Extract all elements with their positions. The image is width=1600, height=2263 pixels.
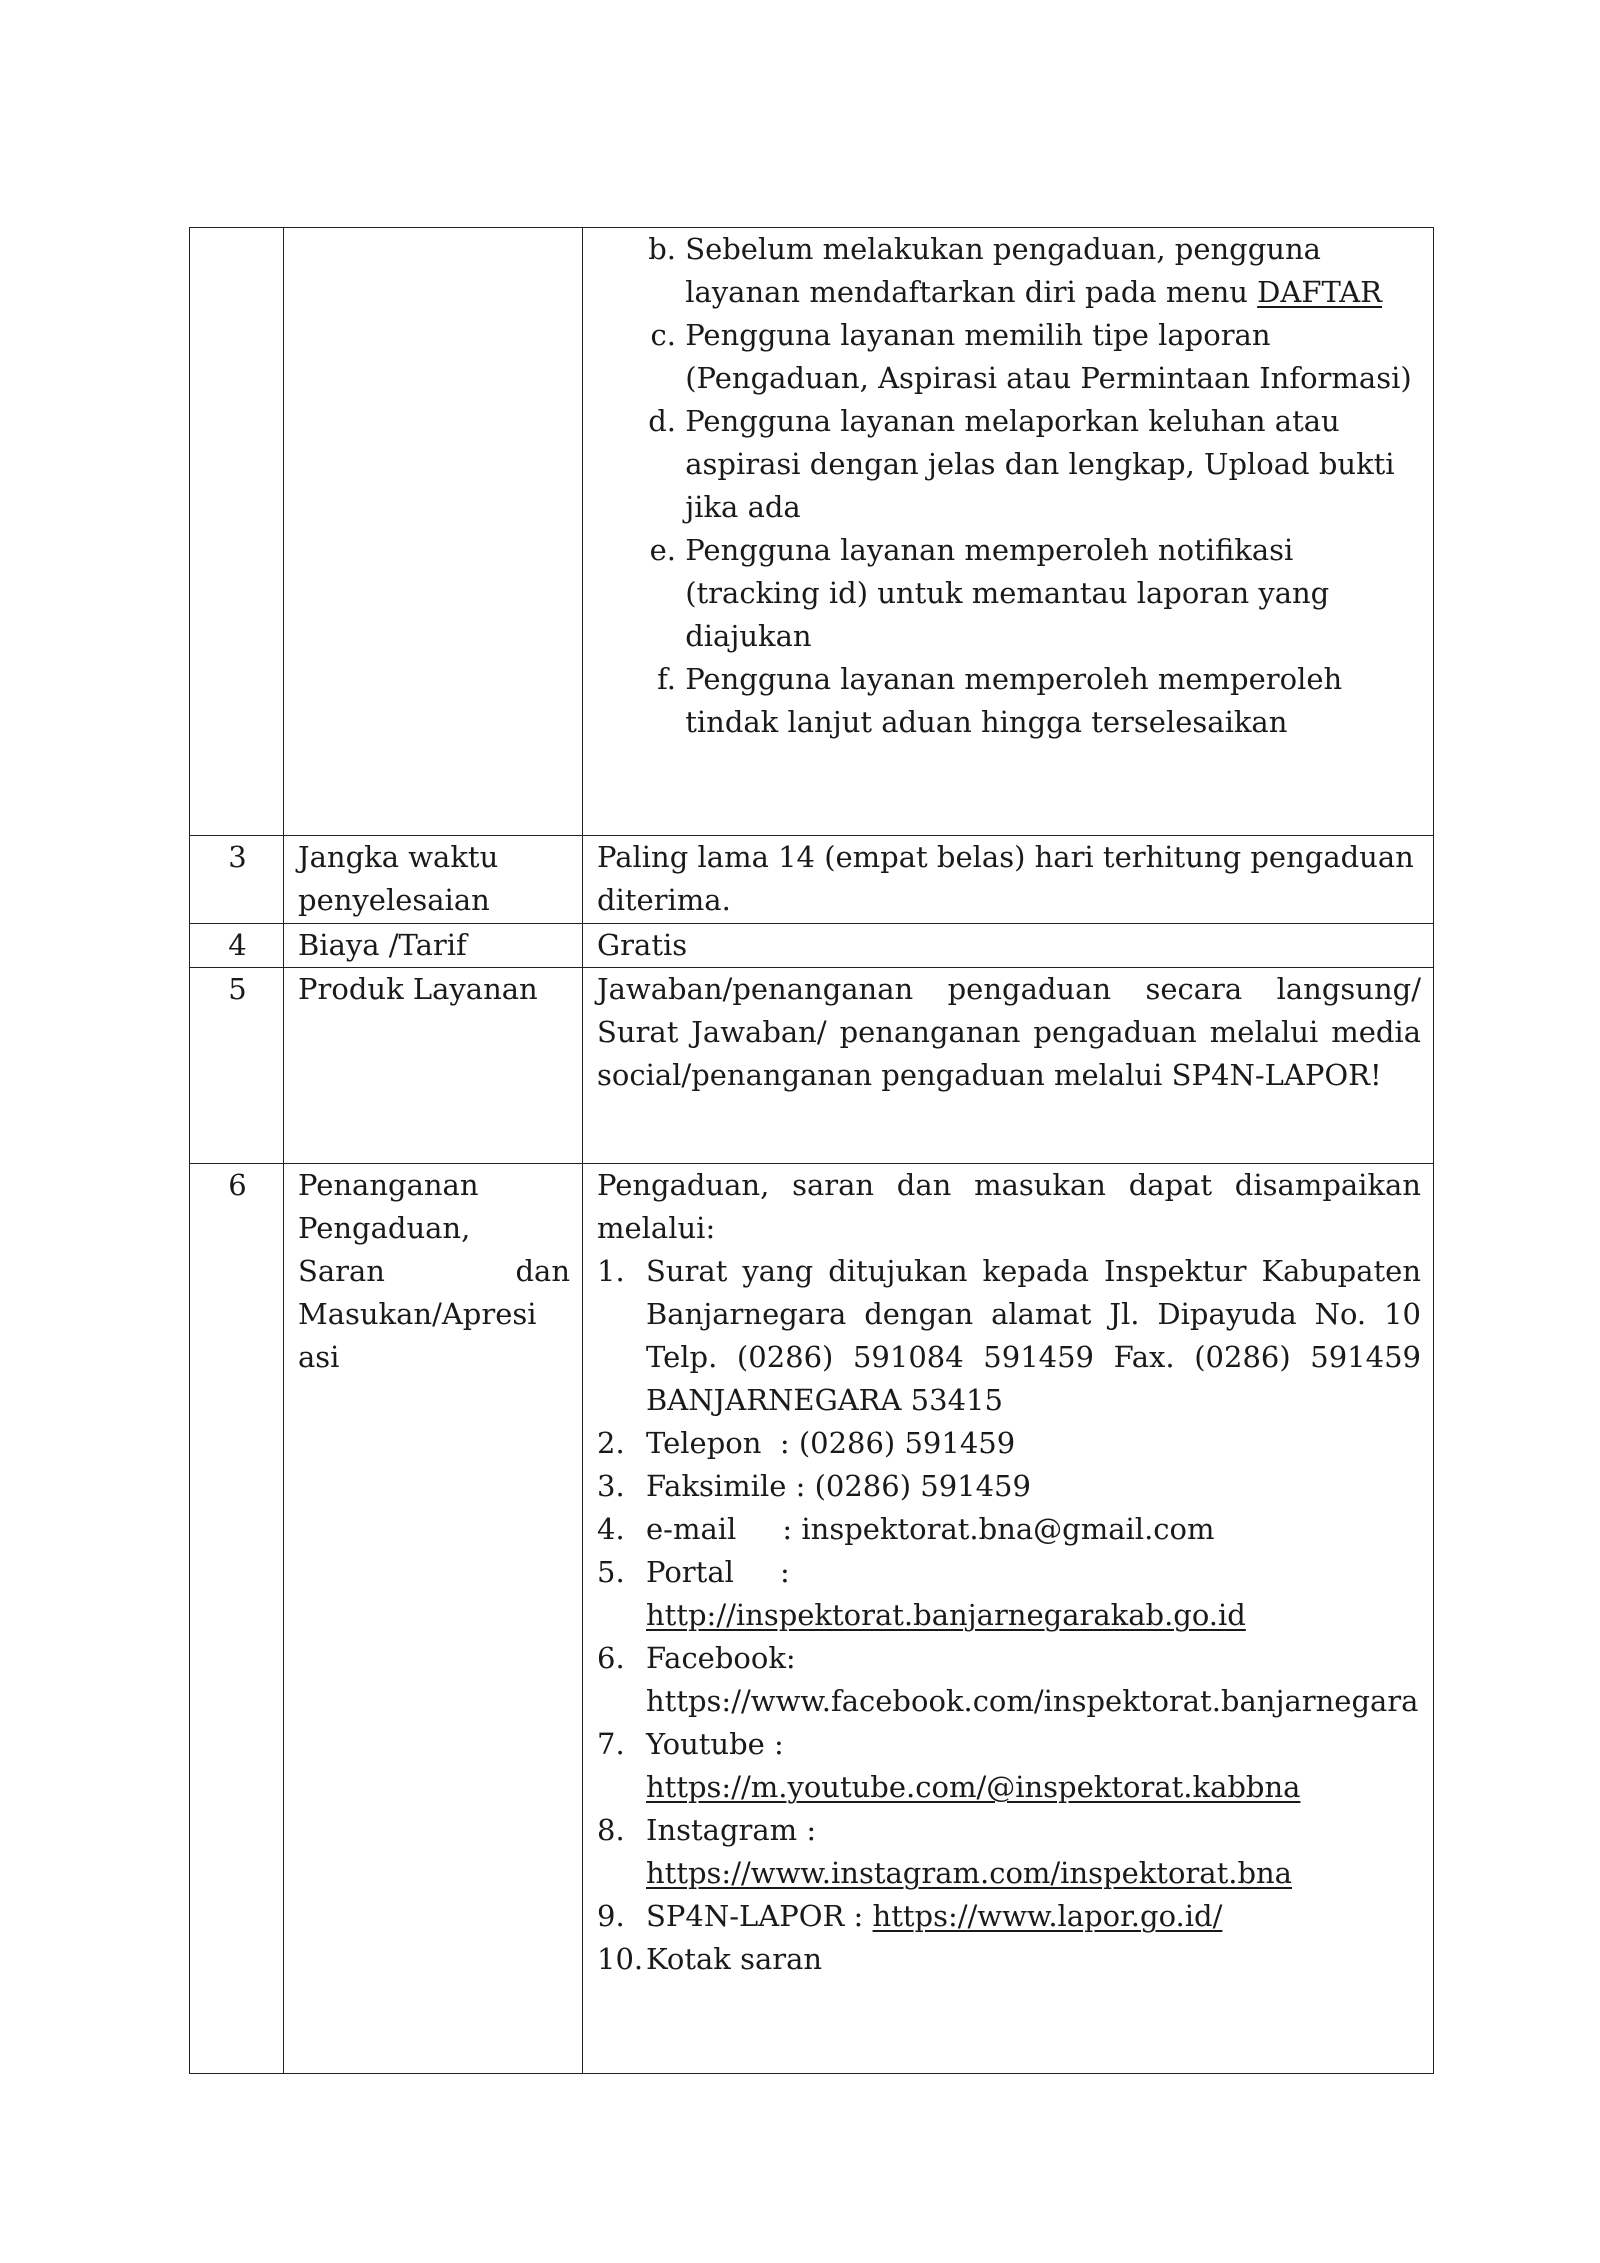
- list-item: d. Pengguna layanan melaporkan keluhan atau aspirasi dengan jelas dan lengkap, Upload bukti jika ada: [648, 404, 1395, 524]
- list-item: 10. Kotak saran: [597, 1942, 823, 1976]
- list-item: 2. Telepon : (0286) 591459: [597, 1426, 1016, 1460]
- row-content-cell: Jawaban/penanganan pengaduan secara langsung/ Surat Jawaban/ penanganan pengaduan melalui media social/penanganan pengaduan melalui SP4N-LAPOR!: [583, 968, 1434, 1164]
- lapor-link[interactable]: https://www.lapor.go.id/: [872, 1899, 1223, 1933]
- row-label-cell: [284, 228, 583, 836]
- list-item: 7. Youtube : https://m.youtube.com/@inspektorat.kabbna: [597, 1727, 1301, 1804]
- row-number-cell: 4: [190, 924, 284, 968]
- table-row: [190, 1164, 1434, 2074]
- row-number-cell: 3: [190, 836, 284, 924]
- table-row: [190, 968, 1434, 1164]
- list-item: f. Pengguna layanan memperoleh memperoleh tindak lanjut aduan hingga terselesaikan: [657, 662, 1343, 739]
- portal-link[interactable]: http://inspektorat.banjarnegarakab.go.id: [646, 1598, 1246, 1632]
- instagram-link[interactable]: https://www.instagram.com/inspektorat.bna: [646, 1856, 1292, 1890]
- row-number-cell: 6: [190, 1164, 284, 2074]
- row-content-cell: [583, 1164, 1434, 2074]
- list-item: 4. e-mail : inspektorat.bna@gmail.com: [597, 1512, 1215, 1546]
- list-item: c. Pengguna layanan memilih tipe laporan (Pengaduan, Aspirasi atau Permintaan Informasi): [650, 318, 1412, 395]
- list-item: 5. Portal : http://inspektorat.banjarnegarakab.go.id: [597, 1555, 1246, 1632]
- row-label-cell: Penanganan Pengaduan, Saran dan Masukan/Apresi asi: [284, 1164, 583, 2074]
- facebook-link[interactable]: https://www.facebook.com/inspektorat.banjarnegara: [646, 1684, 1419, 1718]
- row-content-cell: [583, 228, 1434, 836]
- list-item: 9. SP4N-LAPOR : https://www.lapor.go.id/: [597, 1899, 1223, 1933]
- list-item: b. Sebelum melakukan pengaduan, pengguna layanan mendaftarkan diri pada menu DAFTAR: [648, 232, 1383, 309]
- list-item: 6. Facebook: https://www.facebook.com/inspektorat.banjarnegara: [597, 1637, 1421, 1723]
- table-row: [190, 228, 1434, 836]
- youtube-link[interactable]: https://m.youtube.com/@inspektorat.kabbna: [646, 1770, 1301, 1804]
- procedure-steps-list: [639, 228, 1421, 744]
- list-item: 1. Surat yang ditujukan kepada Inspektur Kabupaten Banjarnegara dengan alamat Jl. Dipayuda No. 10 Telp. (0286) 591084 591459 Fax. (0286) 591459 BANJARNEGARA 53415: [597, 1254, 1421, 1417]
- list-item: 8. Instagram : https://www.instagram.com/inspektorat.bna: [597, 1813, 1292, 1890]
- row-label-cell: Jangka waktu penyelesaian: [284, 836, 583, 924]
- table-row: [190, 836, 1434, 924]
- row-label-cell: Biaya /Tarif: [284, 924, 583, 968]
- list-item: 3. Faksimile : (0286) 591459: [597, 1469, 1031, 1503]
- row-label-cell: Produk Layanan: [284, 968, 583, 1164]
- service-standard-table: [189, 227, 1434, 2074]
- row-content-cell: Paling lama 14 (empat belas) hari terhitung pengaduan diterima.: [583, 836, 1434, 924]
- list-item: e. Pengguna layanan memperoleh notifikasi (tracking id) untuk memantau laporan yang diajukan: [649, 533, 1330, 653]
- row-number-cell: [190, 228, 284, 836]
- table-row: [190, 924, 1434, 968]
- row-content-cell: Gratis: [583, 924, 1434, 968]
- daftar-menu-link[interactable]: DAFTAR: [1257, 275, 1383, 309]
- channels-intro: Pengaduan, saran dan masukan dapat disampaikan melalui:: [597, 1168, 1421, 1245]
- contact-channels-list: [597, 1250, 1421, 1981]
- row-number-cell: 5: [190, 968, 284, 1164]
